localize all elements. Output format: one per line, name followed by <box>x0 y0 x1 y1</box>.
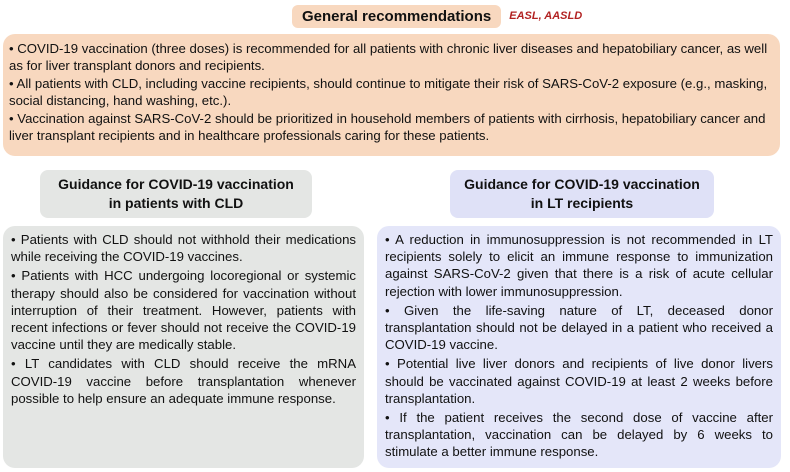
general-title-row <box>292 2 582 30</box>
lt-item: • Potential live liver donors and recipients of live donor livers should be vaccinated against COVID-19 at least 2 weeks before transplantation. <box>385 356 773 406</box>
lt-item: • A reduction in immunosuppression is not recommended in LT recipients solely to elicit an immune response to immunization against SARS-CoV-2 given that there is a risk of acute cellular rejection with lower immunosuppression. <box>385 232 773 299</box>
lt-heading-line2: in LT recipients <box>530 195 634 211</box>
lt-heading-line1: Guidance for COVID-19 vaccination <box>464 176 700 192</box>
cld-item: • Patients with HCC undergoing locoregional or systemic therapy should also be considered for vaccination without interruption of their treatment. However, patients with recent infections or fever should not receive the COVID-19 vaccine until they are medically stable. <box>11 268 356 353</box>
general-item: • COVID-19 vaccination (three doses) is recommended for all patients with chronic liver diseases and hepatobiliary cancer, as well as for liver transplant donors and recipients. <box>9 41 768 73</box>
lt-item: • Given the life-saving nature of LT, deceased donor transplantation should not be delayed in a patient who received a COVID-19 vaccine. <box>385 302 773 353</box>
lt-guidance-panel <box>377 226 781 468</box>
general-recommendations-box <box>3 34 780 156</box>
cld-heading-line2: in patients with CLD <box>108 195 244 211</box>
cld-item: • LT candidates with CLD should receive the mRNA COVID-19 vaccine before transplantation whenever possible to help ensure an adequate immune response. <box>11 356 356 406</box>
general-title: General recommendations <box>292 5 501 28</box>
cld-heading-line1: Guidance for COVID-19 vaccination <box>58 176 294 192</box>
lt-item: • If the patient receives the second dose of vaccine after transplantation, vaccination can be delayed by 6 weeks to stimulate a better immune response. <box>385 410 773 460</box>
general-item: • Vaccination against SARS-CoV-2 should be prioritized in household members of patients with cirrhosis, hepatobiliary cancer and liver transplant recipients and in healthcare professionals caring for these patients. <box>9 111 766 143</box>
general-item: • All patients with CLD, including vaccine recipients, should continue to mitigate their risk of SARS-CoV-2 exposure (e.g., masking, social distancing, hand washing, etc.). <box>9 76 768 108</box>
source-label: EASL, AASLD <box>509 10 583 22</box>
cld-item: • Patients with CLD should not withhold their medications while receiving the COVID-19 vaccines. <box>11 232 356 265</box>
lt-guidance-heading <box>450 170 714 218</box>
cld-guidance-panel <box>3 226 364 468</box>
cld-guidance-heading <box>40 170 312 218</box>
